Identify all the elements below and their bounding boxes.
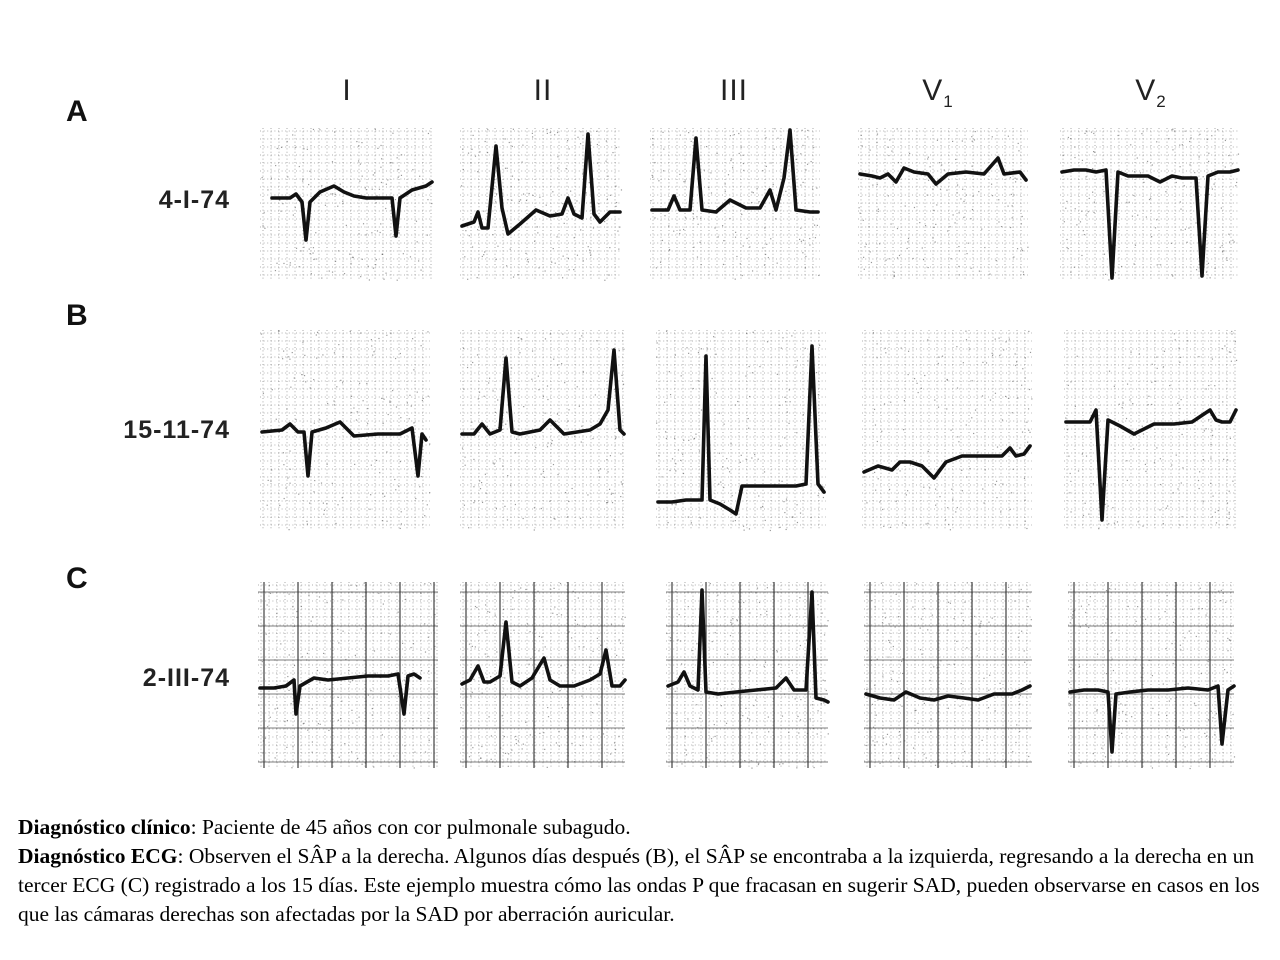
ecg-panel-c-I [258, 582, 438, 769]
lead-header-I: I [342, 74, 352, 107]
row-letter-c: C [66, 562, 88, 595]
ecg-grid-a-V1 [858, 128, 1029, 280]
ecg-grid-c-III [666, 582, 829, 769]
row-date-c: 2-III-74 [142, 664, 230, 692]
ecg-panel-b-II [460, 330, 625, 531]
caption-clinical [18, 813, 1268, 842]
ecg-panel-c-V2 [1068, 582, 1235, 769]
ecg-panel-b-I [260, 330, 430, 530]
row-date-b: 15-11-74 [123, 416, 230, 444]
caption-ecg-text: : Observen el SÂP a la derecha. Algunos días después (B), el SÂP se encontraba a la izquierda, regresando a la derecha en un tercer ECG (C) registrado a los 15 días. Este ejemplo muestra cómo las ondas P que fracasan en sugerir SAD, pueden observarse en casos en los que las cámaras derechas son afectadas por la SAD por aberración auricular. [18, 844, 1260, 926]
ecg-grid-a-I [260, 128, 432, 281]
caption [18, 813, 1268, 929]
ecg-grid-c-V1 [864, 582, 1032, 768]
lead-header-III: III [719, 74, 748, 107]
lead-header-V2: $V_2$ [1135, 74, 1167, 111]
ecg-panel-b-V1 [862, 330, 1032, 530]
ecg-panel-b-V2 [1064, 330, 1237, 530]
ecg-grid-c-V2 [1068, 582, 1235, 769]
ecg-grid-b-V1 [862, 330, 1032, 530]
row-date-a: 4-I-74 [158, 186, 230, 214]
ecg-panel-a-V1 [858, 128, 1029, 280]
caption-ecg [18, 842, 1268, 929]
ecg-trace-a-V1 [860, 158, 1026, 184]
ecg-panel-c-V1 [864, 582, 1032, 768]
row-letter-b: B [66, 299, 88, 332]
ecg-grid-a-V2 [1060, 128, 1239, 281]
lead-header-V1: $V_1$ [922, 74, 954, 111]
lead-header-II: II [533, 74, 553, 107]
ecg-trace-a-V2 [1062, 170, 1238, 278]
ecg-panel-c-III [666, 582, 829, 769]
ecg-panel-a-V2 [1060, 128, 1239, 281]
ecg-trace-c-III [668, 590, 828, 702]
caption-clinical-label: Diagnóstico clínico [18, 815, 191, 839]
caption-ecg-label: Diagnóstico ECG [18, 844, 178, 868]
ecg-panel-c-II [460, 582, 626, 768]
caption-clinical-text: : Paciente de 45 años con cor pulmonale subagudo. [190, 815, 631, 839]
ecg-trace-b-V2 [1066, 410, 1236, 520]
ecg-trace-c-II [462, 622, 625, 686]
ecg-grid-b-V2 [1064, 330, 1237, 530]
ecg-panel-a-III [650, 128, 820, 280]
ecg-panel-b-III [656, 330, 826, 531]
row-letter-a: A [66, 95, 88, 128]
ecg-grid-a-II [460, 128, 622, 281]
ecg-panel-a-II [460, 128, 622, 281]
ecg-panel-a-I [260, 128, 432, 281]
